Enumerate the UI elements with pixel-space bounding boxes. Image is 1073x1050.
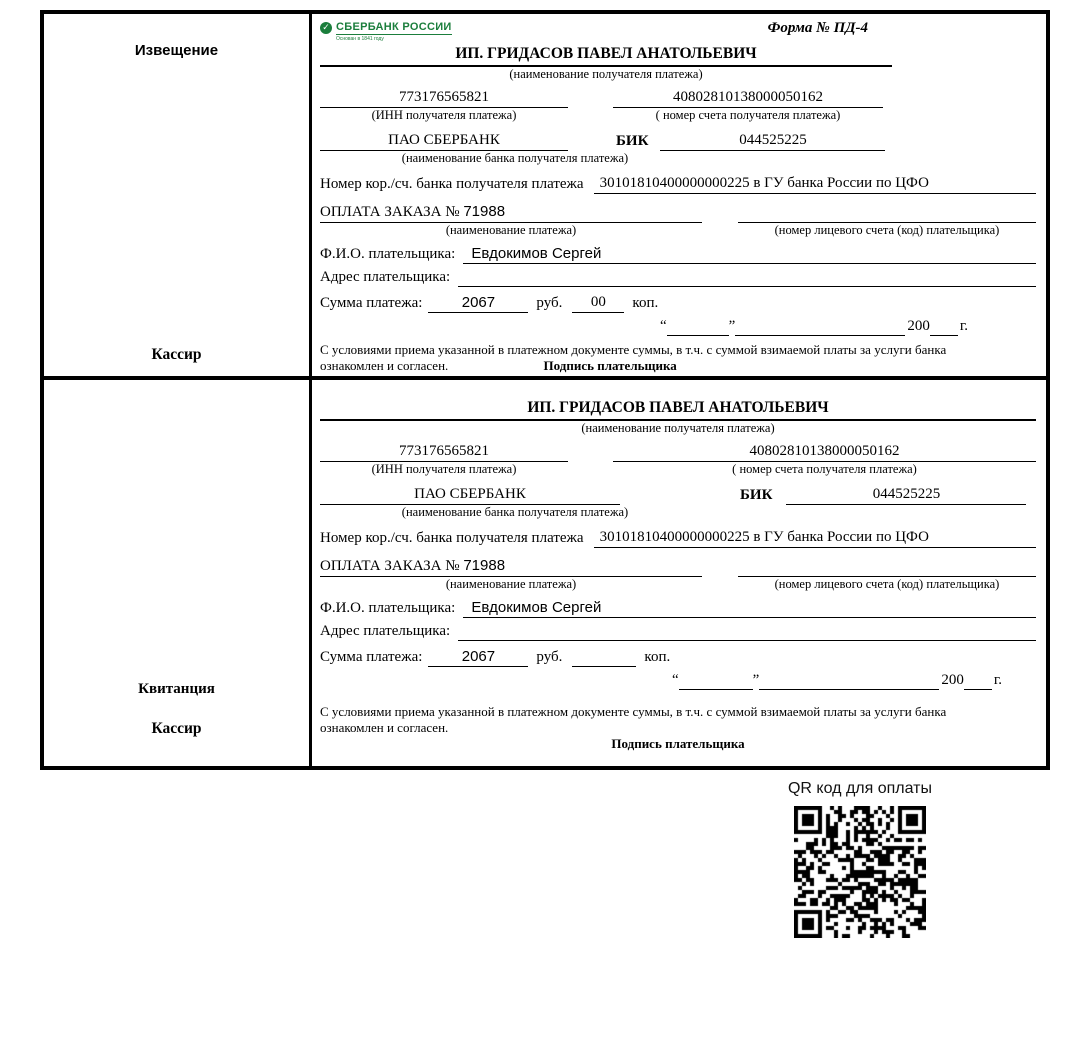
inn-value: 773176565821 — [320, 88, 568, 108]
form-number: Форма № ПД-4 — [767, 20, 868, 36]
rub-label: руб. — [536, 649, 563, 665]
rub-label: руб. — [536, 295, 563, 311]
year-suffix: г. — [959, 318, 969, 334]
kop-label: коп. — [644, 649, 671, 665]
payer-fio-label: Ф.И.О. плательщика: — [320, 246, 456, 262]
date-day-field — [667, 335, 729, 336]
corr-account-value: 30101810400000000225 в ГУ банка России по ЦФО — [594, 528, 1036, 548]
receipt-side-cell — [44, 380, 312, 766]
agreement-text: С условиями приема указанной в платежном документе суммы, в т.ч. с суммой взимаемой платы за услуги банка ознакомлен и согласен. Подпись плательщика — [320, 342, 947, 373]
recipient-name: ИП. ГРИДАСОВ ПАВЕЛ АНАТОЛЬЕВИЧ — [320, 44, 892, 67]
recipient-header — [320, 44, 892, 82]
kop-label: коп. — [632, 295, 659, 311]
inn-caption: (ИНН получателя платежа) — [371, 462, 517, 476]
quote-close: ” — [752, 672, 760, 688]
notice-side-cell — [44, 14, 312, 376]
account-value: 40802810138000050162 — [613, 88, 883, 108]
corr-account-label: Номер кор./сч. банка получателя платежа — [320, 176, 584, 192]
payment-sum-row — [320, 293, 1036, 313]
bik-label: БИК — [740, 487, 773, 503]
payer-fio-row — [320, 244, 1036, 264]
payment-purpose-row — [320, 556, 1036, 577]
corr-account-row — [320, 528, 1036, 548]
bank-row — [320, 485, 1036, 505]
inn-account-row — [320, 88, 892, 108]
payer-address-row — [320, 268, 1036, 287]
payer-fio-label: Ф.И.О. плательщика: — [320, 600, 456, 616]
inn-value: 773176565821 — [320, 442, 568, 462]
sberbank-logo — [320, 21, 452, 42]
account-value: 40802810138000050162 — [613, 442, 1036, 462]
signature-label: Подпись плательщика — [543, 358, 677, 373]
date-row — [672, 671, 1036, 690]
payer-address-row — [320, 622, 1036, 641]
bank-name-value: ПАО СБЕРБАНК — [320, 131, 568, 151]
personal-account-field — [738, 556, 1036, 577]
payment-form-pd4 — [40, 10, 1050, 770]
payment-sum-row — [320, 647, 1036, 667]
sberbank-check-icon: ✓ — [320, 22, 332, 34]
account-caption: ( номер счета получателя платежа) — [732, 462, 917, 476]
payer-fio-value: Евдокимов Сергей — [463, 598, 1036, 618]
quote-open: “ — [672, 672, 679, 688]
date-year-field — [964, 689, 992, 690]
payer-address-label: Адрес плательщика: — [320, 623, 451, 639]
qr-label: QR код для оплаты — [787, 780, 932, 797]
bik-value: 044525225 — [660, 131, 885, 151]
bik-label: БИК — [616, 133, 649, 149]
receipt-label: Квитанция — [138, 681, 215, 697]
receipt-section — [44, 376, 1046, 766]
sum-kop-value: 00 — [572, 293, 624, 313]
year-suffix: г. — [993, 672, 1003, 688]
date-day-field — [679, 689, 753, 690]
recipient-name: ИП. ГРИДАСОВ ПАВЕЛ АНАТОЛЬЕВИЧ — [320, 398, 1036, 421]
cashier-label: Кассир — [151, 346, 202, 363]
inn-account-row — [320, 442, 1036, 462]
bank-row — [320, 131, 1036, 151]
payment-sum-label: Сумма платежа: — [320, 649, 423, 665]
qr-payment-block — [748, 780, 972, 943]
sberbank-logo-tagline: Основан в 1841 году — [336, 36, 384, 42]
sberbank-logo-text: СБЕРБАНК РОССИИ — [336, 21, 452, 33]
inn-caption: (ИНН получателя платежа) — [371, 108, 517, 122]
bank-name-caption: (наименование банка получателя платежа) — [401, 151, 629, 165]
payer-fio-row — [320, 598, 1036, 618]
bank-name-caption: (наименование банка получателя платежа) — [401, 505, 629, 519]
payer-address-value — [458, 622, 1036, 641]
payment-name-prefix: ОПЛАТА ЗАКАЗА № — [320, 558, 460, 574]
payment-name-prefix: ОПЛАТА ЗАКАЗА № — [320, 204, 460, 220]
personal-account-caption: (номер лицевого счета (код) плательщика) — [774, 223, 1000, 237]
sum-rub-value: 2067 — [428, 647, 528, 667]
payer-address-value — [458, 268, 1036, 287]
personal-account-field — [738, 202, 1036, 223]
year-prefix: 200 — [941, 672, 964, 688]
receipt-main-cell — [312, 380, 1046, 766]
bik-value: 044525225 — [786, 485, 1026, 505]
recipient-name-caption: (наименование получателя платежа) — [581, 421, 775, 435]
quote-open: “ — [660, 318, 667, 334]
date-row — [660, 317, 1036, 336]
qr-code — [794, 806, 926, 938]
agreement-text: С условиями приема указанной в платежном документе суммы, в т.ч. с суммой взимаемой платы за услуги банка ознакомлен и согласен. Подпись плательщика — [320, 704, 1036, 752]
personal-account-caption: (номер лицевого счета (код) плательщика) — [774, 577, 1000, 591]
payment-name-caption: (наименование платежа) — [445, 577, 577, 591]
cashier-label: Кассир — [151, 720, 202, 737]
payment-sum-label: Сумма платежа: — [320, 295, 423, 311]
date-month-field — [759, 689, 939, 690]
recipient-name-caption: (наименование получателя платежа) — [509, 67, 703, 81]
payment-name-caption: (наименование платежа) — [445, 223, 577, 237]
order-number: 71988 — [463, 557, 506, 574]
notice-label: Извещение — [134, 42, 219, 59]
corr-account-value: 30101810400000000225 в ГУ банка России по ЦФО — [594, 174, 1036, 194]
notice-section — [44, 14, 1046, 376]
payer-address-label: Адрес плательщика: — [320, 269, 451, 285]
date-year-field — [930, 335, 958, 336]
order-number: 71988 — [463, 203, 506, 220]
sum-kop-value — [572, 648, 636, 667]
account-caption: ( номер счета получателя платежа) — [655, 108, 841, 122]
recipient-header — [320, 398, 1036, 436]
notice-main-cell — [312, 14, 1046, 376]
corr-account-row — [320, 174, 1036, 194]
sum-rub-value: 2067 — [428, 293, 528, 313]
corr-account-label: Номер кор./сч. банка получателя платежа — [320, 530, 584, 546]
date-month-field — [735, 335, 905, 336]
quote-close: ” — [728, 318, 736, 334]
payment-purpose-row — [320, 202, 1036, 223]
bank-name-value: ПАО СБЕРБАНК — [320, 485, 620, 505]
signature-label: Подпись плательщика — [611, 736, 745, 751]
year-prefix: 200 — [907, 318, 930, 334]
payer-fio-value: Евдокимов Сергей — [463, 244, 1036, 264]
